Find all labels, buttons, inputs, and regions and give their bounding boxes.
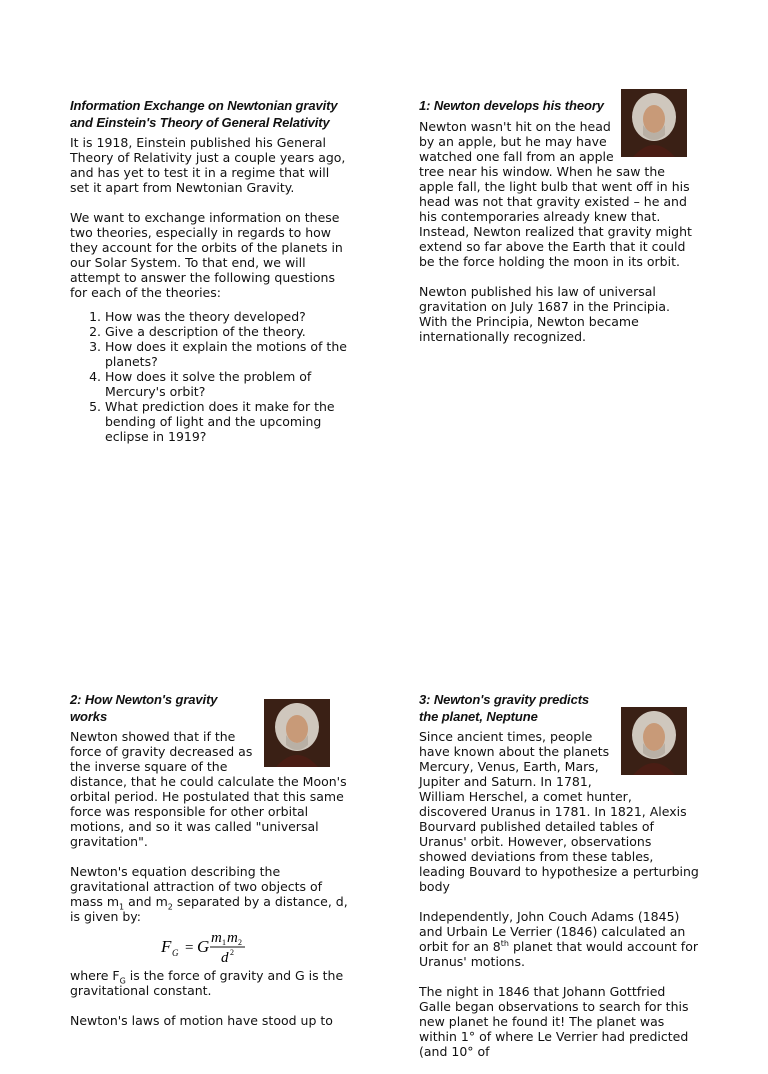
section-2-paragraph-3: where $F_G$ is the force of gravity and G is the gravitational constant. xyxy=(70,968,344,998)
gravity-equation-graphic xyxy=(149,928,269,966)
section-3-title: 3: Newton's gravity predicts the planet, Neptune xyxy=(419,692,590,724)
intro-section xyxy=(70,98,348,444)
equation-num-m1: m xyxy=(211,930,222,946)
section-1-paragraph-1: Newton wasn't hit on the head by an apple, but he may have watched one fall from an apple tree near his window. When he saw the apple fall, the light bulb that went off in his head was not that gravity existed – he and his contemporaries already knew that. Instead, Newton realized that gravity might extend so far above the Earth that it could be the force holding the moon in its orbit. xyxy=(419,118,692,269)
section-3-paragraph-1: Since ancient times, people have known about the planets Mercury, Venus, Earth, Mars, Jupiter and Saturn. In 1781, William Herschel, a comet hunter, discovered Uranus in 1781. In 1821, Alexis Bourvard published detailed tables of Uranus' orbit. However, observations showed deviations from these tables, leading Bouvard to hypothesize a perturbing body xyxy=(419,729,699,894)
question-item: 5. What prediction does it make for the bending of light and the upcoming eclipse in 1919? xyxy=(105,399,348,444)
question-item: 1. How was the theory developed? xyxy=(105,309,348,324)
section-3-paragraph-2: Independently, John Couch Adams (1845) and Urbain Le Verrier (1846) calculated an orbit for an 8th planet that would account for Uranus' motions. xyxy=(419,909,698,969)
intro-paragraph-1: It is 1918, Einstein published his General Theory of Relativity just a couple years ago, and has yet to test it in a regime that will set it apart from Newtonian Gravity. xyxy=(70,135,346,195)
equation-lhs-sub: G xyxy=(172,948,179,958)
newton-portrait-image xyxy=(621,89,687,157)
section-1 xyxy=(419,98,699,359)
equation-equals: = xyxy=(185,940,194,956)
section-2-title: 2: How Newton's gravity works xyxy=(70,692,218,724)
newton-portrait-icon xyxy=(621,89,687,157)
newton-portrait-icon xyxy=(264,699,330,767)
section-2-paragraph-2: Newton's equation describing the gravitational attraction of two objects of mass $m_1$ and $m_2$ separated by a distance, d, is given by: xyxy=(70,864,348,924)
question-item: 4. How does it solve the problem of Mercury's orbit? xyxy=(105,369,348,399)
section-3-paragraph-3: The night in 1846 that Johann Gottfried Galle began observations to search for this new planet he found it! The planet was within 1° of where Le Verrier had predicted (and 10° of xyxy=(419,984,689,1059)
newton-portrait-image xyxy=(621,707,687,775)
equation-num-sub2: 2 xyxy=(238,938,242,947)
newton-portrait-image xyxy=(264,699,330,767)
section-1-title: 1: Newton develops his theory xyxy=(419,98,604,113)
equation-constant: G xyxy=(197,937,210,956)
gravity-equation xyxy=(70,928,348,964)
section-2-paragraph-1: Newton showed that if the force of gravity decreased as the inverse square of the distance, that he could calculate the Moon's orbital period. He postulated that this same force was responsible for other orbital motions, and so it was called "universal gravitation". xyxy=(70,729,347,849)
equation-num-m2: m xyxy=(227,930,238,946)
question-item: 3. How does it explain the motions of the planets? xyxy=(105,339,348,369)
equation-num-sub1: 1 xyxy=(222,938,226,947)
question-item: 2. Give a description of the theory. xyxy=(105,324,348,339)
section-2-paragraph-4: Newton's laws of motion have stood up to xyxy=(70,1013,333,1028)
section-3 xyxy=(419,692,699,1074)
question-list xyxy=(70,309,348,444)
intro-title: Information Exchange on Newtonian gravity and Einstein's Theory of General Relativity xyxy=(70,98,338,130)
equation-den-sup: 2 xyxy=(230,948,234,957)
section-1-paragraph-2: Newton published his law of universal gravitation on July 1687 in the Principia. With the Principia, Newton became internationally recognized. xyxy=(419,283,670,344)
newton-portrait-icon xyxy=(621,707,687,775)
equation-den: d xyxy=(221,950,229,966)
intro-paragraph-2: We want to exchange information on these two theories, especially in regards to how they account for the orbits of the planets in our Solar System. To that end, we will attempt to answer the following questions for each of the theories: xyxy=(70,210,343,300)
equation-lhs: F xyxy=(161,937,172,956)
section-2 xyxy=(70,692,348,1043)
